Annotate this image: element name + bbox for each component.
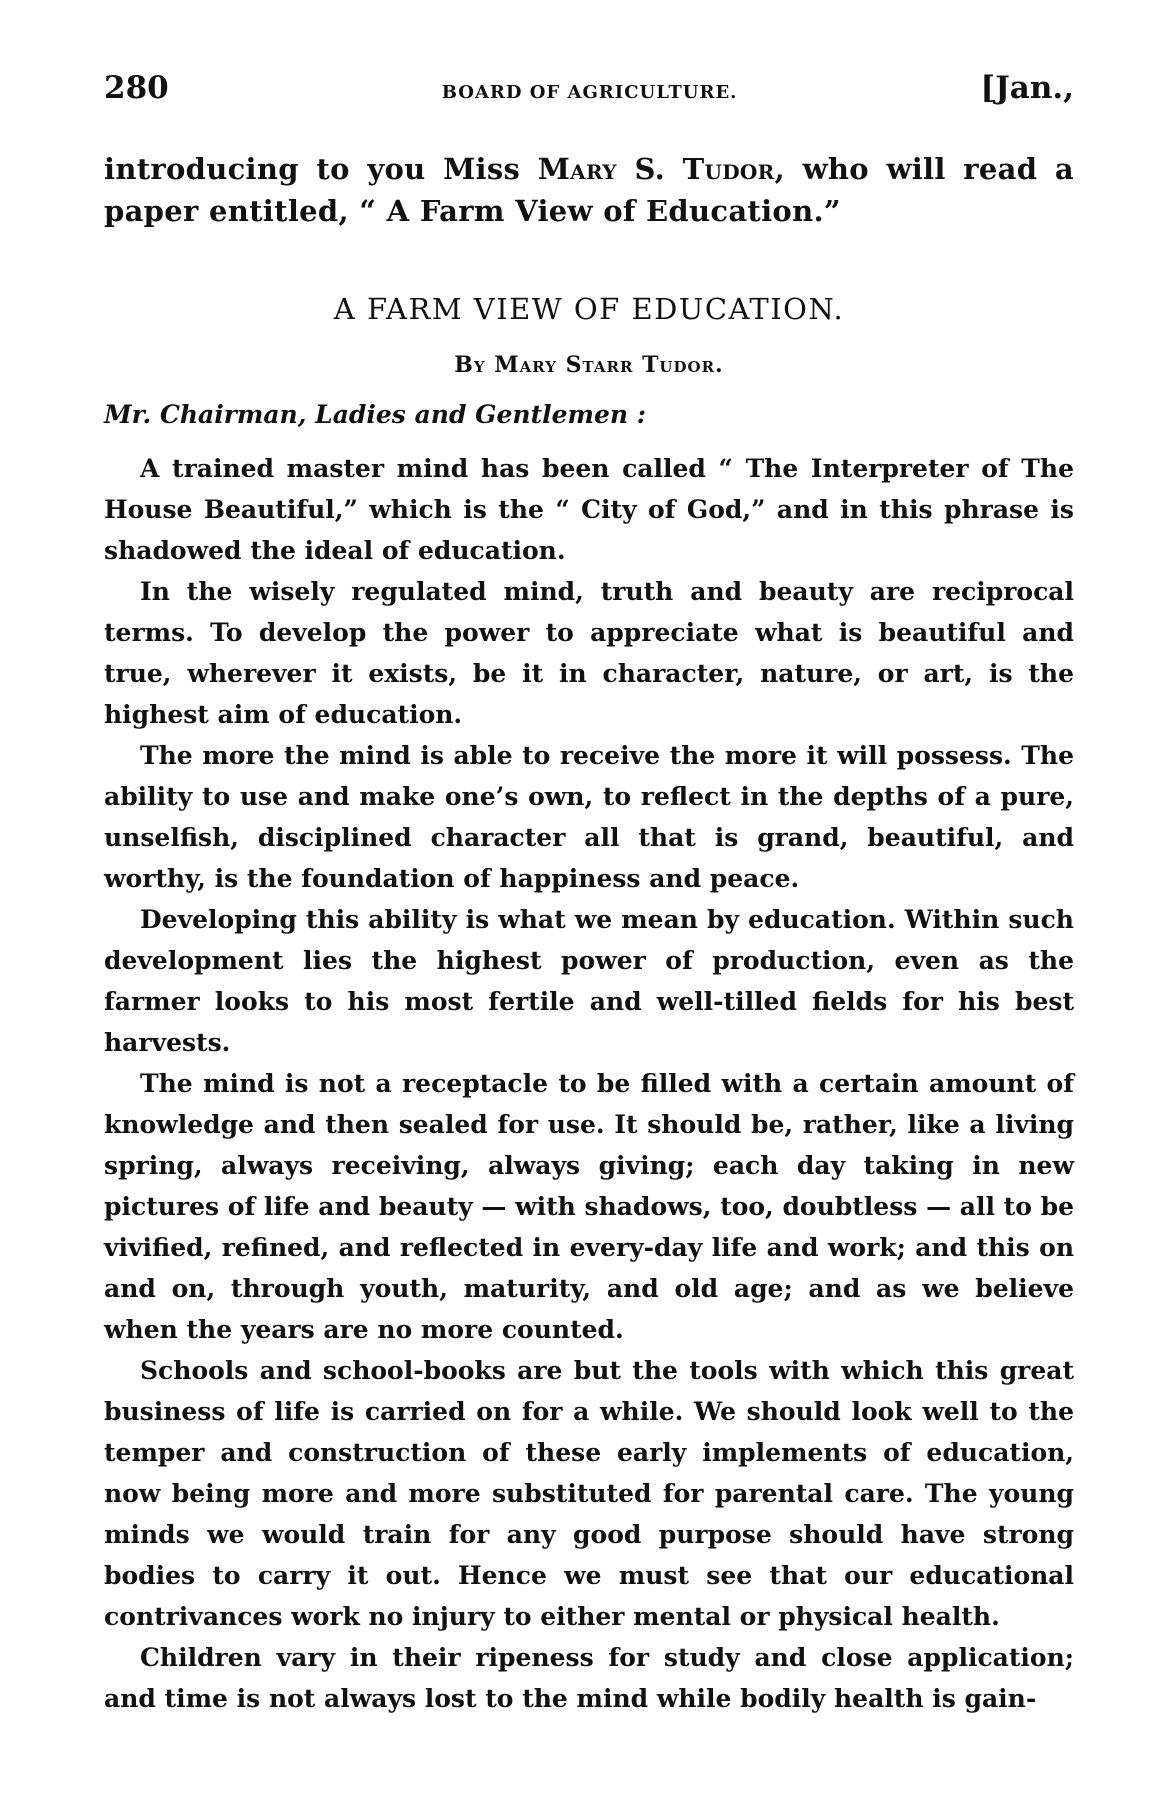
running-date: [Jan., xyxy=(980,70,1074,106)
intro-text-after: , who will read a paper entitled, “ A Farm View of Education.” xyxy=(104,152,1074,228)
body-paragraph: A trained master mind has been called “ The Interpreter of The House Beautiful,” which is the “ City of God,” and in this phrase is shadowed the ideal of education. xyxy=(104,454,1074,565)
article-title: A FARM VIEW OF EDUCATION. xyxy=(333,292,845,326)
article-byline: By Mary Starr Tudor. xyxy=(454,352,724,378)
speaker-name: Mary S. Tudor xyxy=(537,152,775,186)
intro-paragraph xyxy=(104,148,1074,232)
page-number: 280 xyxy=(104,70,169,106)
running-header xyxy=(104,70,1074,110)
body-paragraph: Schools and school-books are but the tools with which this great business of life is carried on for a while. We should look well to the temper and construction of these early implements of education, now being more and more substituted for parental care. The young minds we would train for any good purpose should have strong bodies to carry it out. Hence we must see that our educational contrivances work no injury to either mental or physical health. xyxy=(104,1356,1074,1631)
body-paragraph: Developing this ability is what we mean by education. Within such development lies the highest power of production, even as the farmer looks to his most fertile and well-tilled fields for his best harvests. xyxy=(104,905,1074,1057)
body-paragraph: Children vary in their ripeness for study and close application; and time is not always lost to the mind while bodily health is gain- xyxy=(104,1643,1074,1713)
body-paragraph: The more the mind is able to receive the more it will possess. The ability to use and make one’s own, to reflect in the depths of a pure, unselfish, disciplined character all that is grand, beautiful, and worthy, is the foundation of happiness and peace. xyxy=(104,741,1074,893)
salutation: Mr. Chairman, Ladies and Gentlemen : xyxy=(104,400,646,429)
body-paragraph: In the wisely regulated mind, truth and beauty are reciprocal terms. To develop the power to appreciate what is beautiful and true, wherever it exists, be it in character, nature, or art, is the highest aim of education. xyxy=(104,577,1074,729)
body-paragraph: The mind is not a receptacle to be filled with a certain amount of knowledge and then sealed for use. It should be, rather, like a living spring, always receiving, always giving; each day taking in new pictures of life and beauty — with shadows, too, doubtless — all to be vivified, refined, and reflected in every-day life and work; and this on and on, through youth, maturity, and old age; and as we believe when the years are no more counted. xyxy=(104,1069,1074,1344)
running-title: BOARD OF AGRICULTURE. xyxy=(441,82,738,103)
article-body xyxy=(104,448,1074,1719)
intro-text-before: introducing to you Miss xyxy=(104,152,538,186)
